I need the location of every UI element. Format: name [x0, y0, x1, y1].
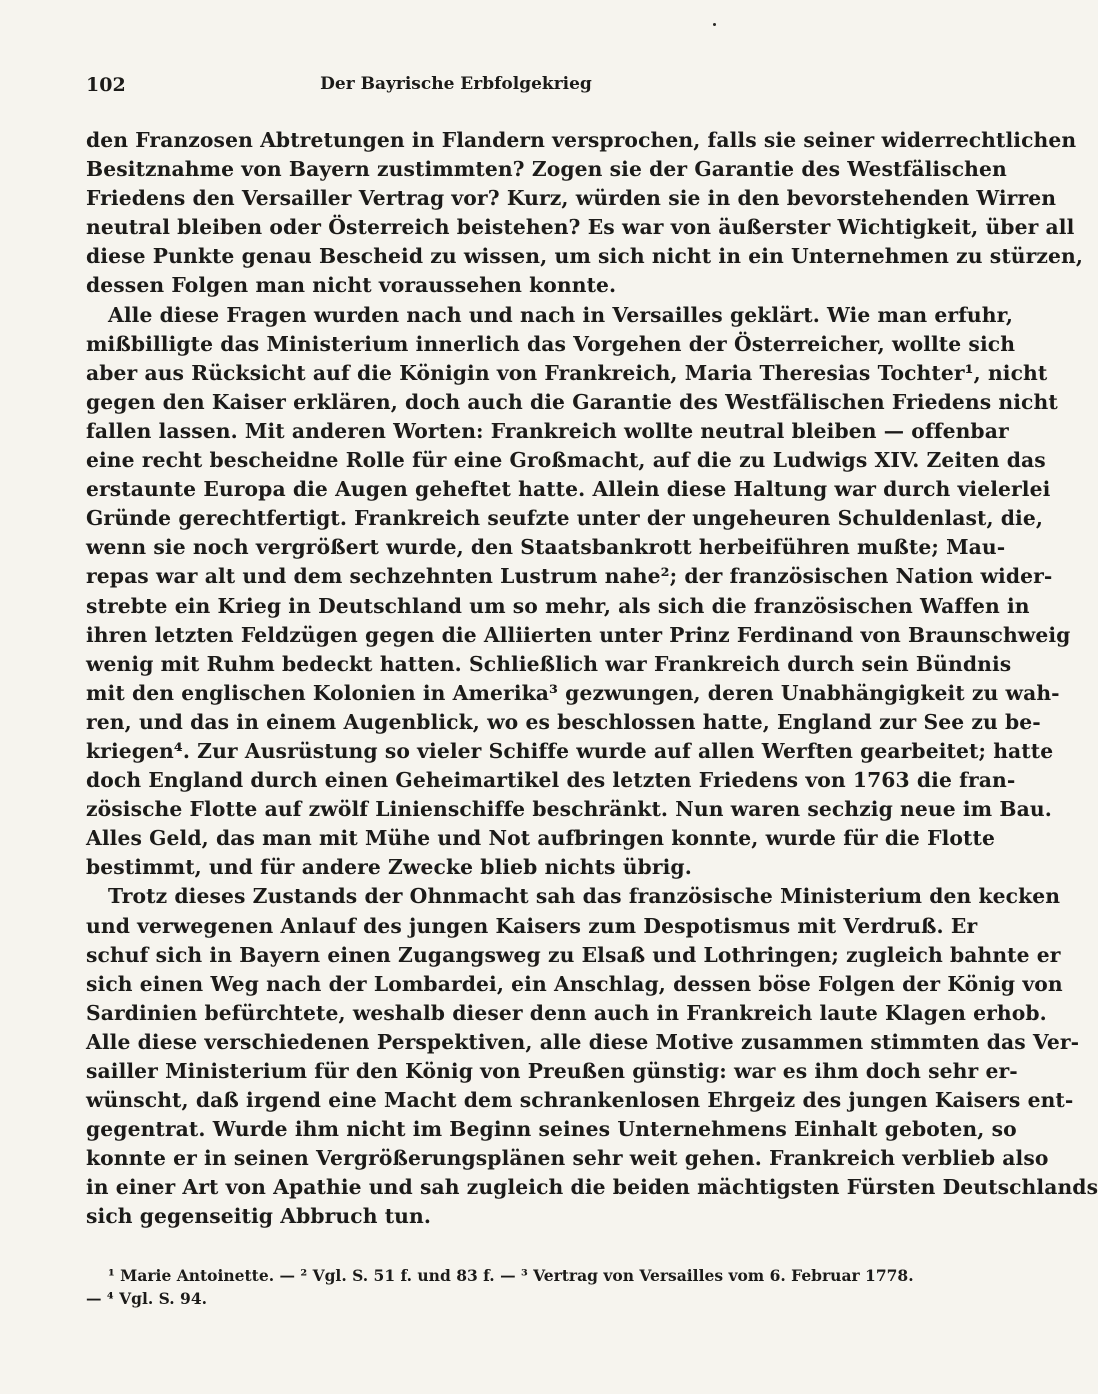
footnote-line: — ⁴ Vgl. S. 94. [86, 1289, 208, 1308]
text-line: wünscht, daß irgend eine Macht dem schrankenlosen Ehrgeiz des jungen Kaisers ent- [86, 1088, 1074, 1113]
text-line: wenig mit Ruhm bedeckt hatten. Schließlich war Frankreich durch sein Bündnis [86, 651, 1012, 676]
text-line: repas war alt und dem sechzehnten Lustrum nahe²; der französischen Nation wider- [86, 564, 1053, 589]
text-line: sich gegenseitig Abbruch tun. [86, 1204, 432, 1229]
text-line: wenn sie noch vergrößert wurde, den Staatsbankrott herbeiführen mußte; Mau- [86, 535, 1006, 560]
text-line: Sardinien befürchtete, weshalb dieser denn auch in Frankreich laute Klagen erhob. [86, 1000, 1047, 1025]
text-line: fallen lassen. Mit anderen Worten: Frankreich wollte neutral bleiben — offenbar [86, 418, 1009, 443]
text-line: zösische Flotte auf zwölf Linienschiffe beschränkt. Nun waren sechzig neue im Bau. [86, 797, 1052, 822]
text-line: erstaunte Europa die Augen geheftet hatte. Allein diese Haltung war durch vielerlei [86, 477, 1051, 502]
text-line: Gründe gerechtfertigt. Frankreich seufzte unter der ungeheuren Schuldenlast, die, [86, 506, 1044, 531]
body-text [86, 126, 1098, 1232]
footnotes [86, 1264, 914, 1310]
text-line: aber aus Rücksicht auf die Königin von Frankreich, Maria Theresias Tochter¹, nicht [86, 360, 1048, 385]
text-line: strebte ein Krieg in Deutschland um so mehr, als sich die französischen Waffen in [86, 593, 1030, 618]
text-line: kriegen⁴. Zur Ausrüstung so vieler Schiffe wurde auf allen Werften gearbeitet; hatte [86, 738, 1054, 763]
footnote-line: ¹ Marie Antoinette. — ² Vgl. S. 51 f. und 83 f. — ³ Vertrag von Versailles vom 6. Februar 1778. [108, 1266, 914, 1285]
running-title: Der Bayrische Erbfolgekrieg [320, 74, 592, 94]
text-line: gegentrat. Wurde ihm nicht im Beginn seines Unternehmens Einhalt geboten, so [86, 1117, 1017, 1142]
text-line: den Franzosen Abtretungen in Flandern versprochen, falls sie seiner widerrechtlichen [86, 128, 1077, 152]
text-line: Alle diese Fragen wurden nach und nach in Versailles geklärt. Wie man erfuhr, [108, 302, 1014, 327]
print-speck [713, 23, 716, 26]
text-line: doch England durch einen Geheimartikel des letzten Friedens von 1763 die fran- [86, 768, 1016, 793]
text-line: eine recht bescheidne Rolle für eine Großmacht, auf die zu Ludwigs XIV. Zeiten das [86, 448, 1046, 473]
text-line: Besitznahme von Bayern zustimmten? Zogen sie der Garantie des Westfälischen [86, 157, 1007, 182]
text-line: sailler Ministerium für den König von Preußen günstig: war es ihm doch sehr er- [86, 1059, 1018, 1083]
paragraph [86, 301, 1071, 883]
text-line: mit den englischen Kolonien in Amerika³ gezwungen, deren Unabhängigkeit zu wah- [86, 680, 1060, 705]
page-number: 102 [86, 74, 126, 96]
text-line: ihren letzten Feldzügen gegen die Alliierten unter Prinz Ferdinand von Braunschweig [86, 622, 1071, 647]
text-line: diese Punkte genau Bescheid zu wissen, um sich nicht in ein Unternehmen zu stürzen, [86, 244, 1084, 269]
text-line: ren, und das in einem Augenblick, wo es beschlossen hatte, England zur See zu be- [86, 709, 1041, 734]
text-line: Friedens den Versailler Vertrag vor? Kurz, würden sie in den bevorstehenden Wirren [86, 186, 1057, 211]
text-line: Alles Geld, das man mit Mühe und Not aufbringen konnte, wurde für die Flotte [86, 826, 995, 851]
text-line: mißbilligte das Ministerium innerlich das Vorgehen der Österreicher, wollte sich [86, 331, 1016, 356]
page-header [86, 74, 826, 102]
text-line: konnte er in seinen Vergrößerungsplänen sehr weit gehen. Frankreich verblieb also [86, 1146, 1049, 1171]
text-line: Alle diese verschiedenen Perspektiven, alle diese Motive zusammen stimmten das Ver- [86, 1029, 1080, 1054]
text-line: Trotz dieses Zustands der Ohnmacht sah das französische Ministerium den kecken [108, 884, 1061, 909]
text-line: sich einen Weg nach der Lombardei, ein Anschlag, dessen böse Folgen der König von [86, 971, 1063, 996]
text-line: in einer Art von Apathie und sah zugleich die beiden mächtigsten Fürsten Deutschlands [86, 1175, 1098, 1200]
text-line: dessen Folgen man nicht voraussehen konnte. [86, 273, 617, 298]
paragraph [86, 882, 1098, 1231]
paragraph [86, 126, 1084, 301]
text-line: neutral bleiben oder Österreich beistehen? Es war von äußerster Wichtigkeit, über all [86, 215, 1075, 240]
text-line: schuf sich in Bayern einen Zugangsweg zu Elsaß und Lothringen; zugleich bahnte er [86, 942, 1061, 967]
text-line: gegen den Kaiser erklären, doch auch die Garantie des Westfälischen Friedens nicht [86, 389, 1058, 414]
text-line: und verwegenen Anlauf des jungen Kaisers zum Despotismus mit Verdruß. Er [86, 913, 978, 938]
text-line: bestimmt, und für andere Zwecke blieb nichts übrig. [86, 855, 692, 880]
